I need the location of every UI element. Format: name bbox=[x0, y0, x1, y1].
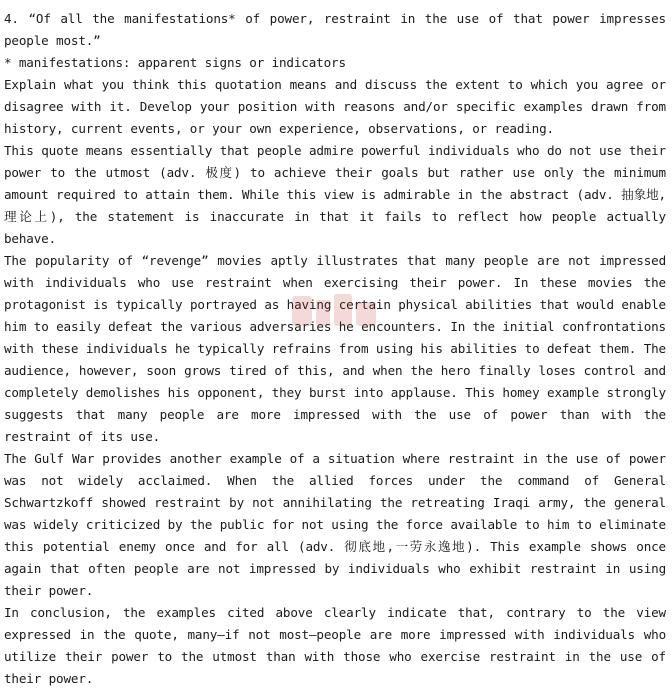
essay-paragraph-4: In conclusion, the examples cited above clearly indicate that, contrary to the view expressed in the quote, many—if not most—people are more impressed with individuals who utilize their power to the utmost than with those who exercise restraint in the use of their power. bbox=[4, 605, 666, 686]
prompt-quote bbox=[4, 8, 666, 52]
essay-paragraph-2: The popularity of “revenge” movies aptly illustrates that many people are not impressed with individuals who use restraint when exercising their power. In these movies the protagonist is typically portrayed as having certain physical abilities that would enable him to easily defeat the various adversaries he encounters. In the initial confrontations with these individuals he typically refrains from using his abilities to defeat them. The audience, however, soon grows tired of this, and when the hero finally loses control and completely demolishes his opponent, they burst into applause. This homey example strongly suggests that many people are more impressed with the use of power than with the restraint of its use. bbox=[4, 253, 666, 444]
prompt-footnote: * manifestations: apparent signs or indicators bbox=[4, 55, 346, 70]
prompt-instructions: Explain what you think this quotation means and discuss the extent to which you agree or disagree with it. Develop your position with reasons and/or specific examples drawn from history, current events, or your own experience, observations, or reading. bbox=[4, 77, 666, 136]
document-body bbox=[4, 8, 666, 690]
essay-paragraph-1: This quote means essentially that people admire powerful individuals who do not use their power to the utmost (adv. 极度) to achieve their goals but rather use only the minimum amount required to attain them. While this view is admirable in the abstract (adv. 抽象地, 理论上), the statement is inaccurate in that it fails to reflect how people actually behave. bbox=[4, 143, 666, 246]
prompt-quote-text: “Of all the manifestations* of power, restraint in the use of that power impresses people most.” bbox=[4, 11, 666, 48]
essay-paragraph-3: The Gulf War provides another example of a situation where restraint in the use of power was not widely acclaimed. When the allied forces under the command of General Schwartzkoff showed restraint by not annihilating the retreating Iraqi army, the general was widely criticized by the public for not using the force available to him to eliminate this potential enemy once and for all (adv. 彻底地,一劳永逸地). This example shows once again that often people are not impressed by individuals who exhibit restraint in using their power. bbox=[4, 451, 666, 598]
prompt-number: 4. bbox=[4, 11, 19, 26]
